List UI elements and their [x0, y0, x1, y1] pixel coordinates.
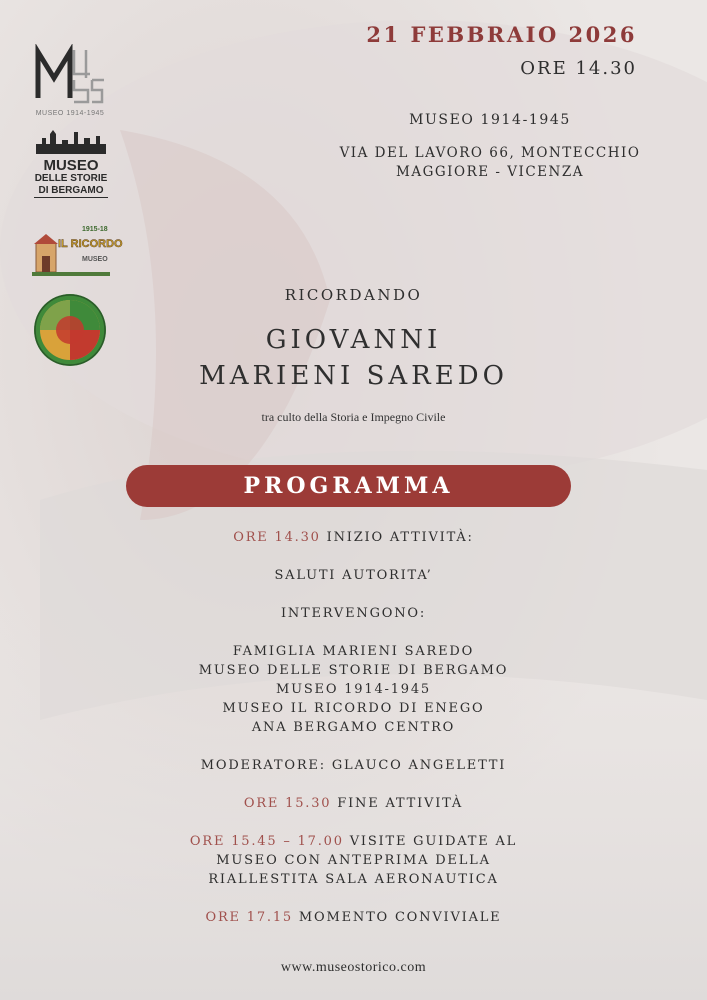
visite-text-2: MUSEO CON ANTEPRIMA DELLA [216, 853, 491, 868]
m1445-mark-icon [34, 44, 106, 106]
intro-label: RICORDANDO [284, 286, 423, 304]
visite-line [80, 832, 627, 851]
conviviale-text: MOMENTO CONVIVIALE [293, 910, 502, 925]
programma-banner [126, 465, 571, 507]
storie-line-1: MUSEO [43, 157, 99, 174]
il-ricordo-years: 1915-18 [82, 226, 108, 233]
venue-address [330, 144, 650, 182]
speaker-item: MUSEO DELLE STORIE DI BERGAMO [198, 663, 509, 678]
end-time: ORE 15.30 [243, 796, 332, 811]
honoree-first-name: GIOVANNI [265, 325, 442, 355]
visite-time: ORE 15.45 – 17.00 [189, 834, 344, 849]
event-date: 21 FEBBRAIO 2026 [366, 22, 637, 47]
speaker-item: MUSEO 1914-1945 [275, 682, 431, 697]
logo-il-ricordo [32, 226, 123, 276]
logo-museo-1914-1945 [34, 44, 106, 120]
address-line-2: MAGGIORE - VICENZA [396, 164, 584, 180]
conviviale-line [80, 908, 627, 927]
honoree-last-name: MARIENI SAREDO [199, 361, 508, 391]
city-skyline-icon [34, 130, 108, 154]
venue-name: MUSEO 1914-1945 [409, 112, 571, 128]
moderatore-line: MODERATORE: GLAUCO ANGELETTI [200, 758, 507, 773]
visite-text-3: RIALLESTITA SALA AERONAUTICA [208, 872, 499, 887]
conviviale-time: ORE 17.15 [205, 910, 293, 925]
subtitle: tra culto della Storia e Impegno Civile [261, 410, 446, 424]
website-link[interactable]: www.museostorico.com [280, 960, 427, 975]
event-time: ORE 14.30 [520, 58, 637, 79]
honoree-name [0, 322, 707, 394]
il-ricordo-sub: MUSEO [82, 256, 108, 263]
program-schedule [80, 528, 627, 927]
storie-line-2: DELLE STORIE [34, 173, 108, 184]
speaker-item: MUSEO IL RICORDO DI ENEGO [222, 701, 485, 716]
address-line-1: VIA DEL LAVORO 66, MONTECCHIO [339, 145, 641, 161]
saluti-line: SALUTI AUTORITA’ [274, 568, 433, 583]
end-text: FINE ATTIVITÀ [331, 796, 464, 811]
program-end-line [80, 794, 627, 813]
start-time: ORE 14.30 [233, 530, 321, 545]
museo-1445-caption: MUSEO 1914-1945 [35, 110, 105, 117]
il-ricordo-title: IL RICORDO [58, 238, 123, 250]
speaker-item: ANA BERGAMO CENTRO [251, 720, 456, 735]
programma-label: PROGRAMMA [243, 473, 454, 499]
start-text: INIZIO ATTIVITÀ: [320, 530, 474, 545]
program-start-line [80, 528, 627, 547]
visite-text-1: VISITE GUIDATE AL [343, 834, 518, 849]
il-ricordo-emblem-icon [32, 226, 110, 276]
logo-museo-storie-bergamo [34, 130, 108, 200]
storie-line-3: DI BERGAMO [34, 185, 108, 198]
intervengono-line: INTERVENGONO: [280, 606, 427, 621]
speaker-item: FAMIGLIA MARIENI SAREDO [232, 644, 475, 659]
